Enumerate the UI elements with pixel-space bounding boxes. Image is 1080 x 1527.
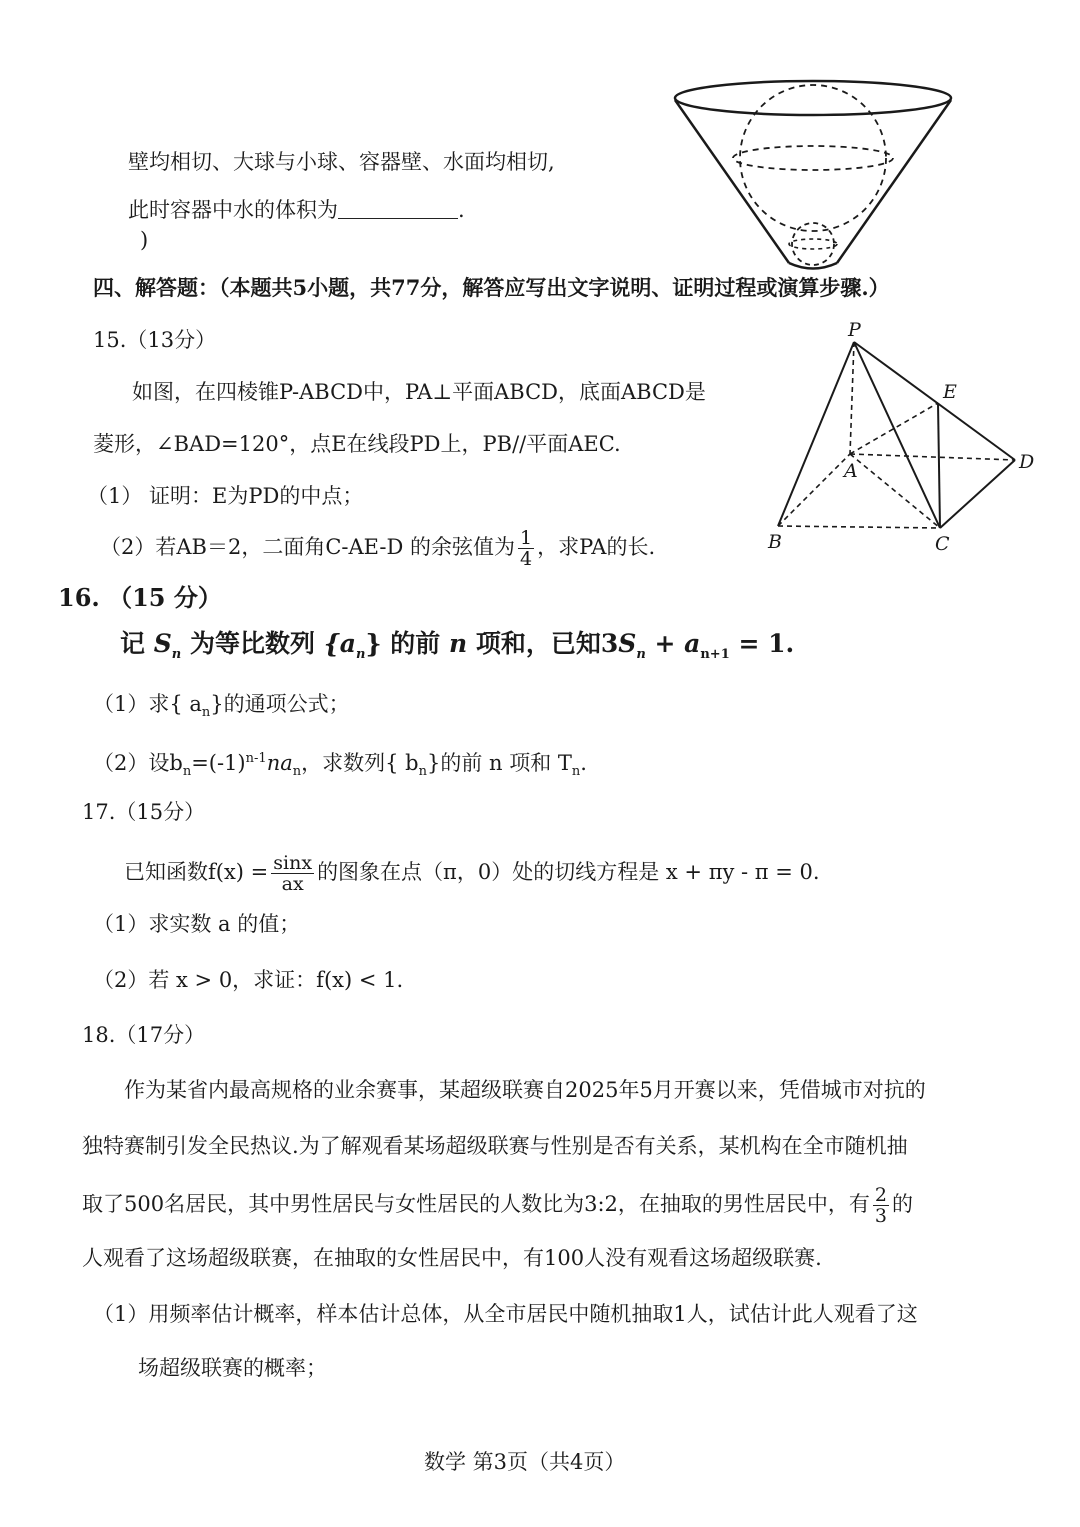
q15-part2: （2）若AB＝2，二面角C-AE-D 的余弦值为 $\frac{1}{4}$ ，求PA的长. [100,527,656,570]
q16-part1: （1）求{ $a_n$}的通项公式； [93,692,350,721]
cone-figure [665,78,965,278]
q14-text-line2: 此时容器中水的体积为 . [128,198,465,222]
q18-stem-line1: 作为某省内最高规格的业余赛事，某超级联赛自2025年5月开赛以来，凭借城市对抗的 [124,1078,926,1102]
q17-stem: 已知函数f(x) = $\frac{\sin x}{ax}$ 的图象在点（π，0）处的切线方程是 x + πy - π = 0. [124,852,820,895]
q15-stem-line2: 菱形，∠BAD=120°，点E在线段PD上，PB//平面AEC. [93,432,621,456]
q18-number: 18.（17分） [82,1023,206,1047]
label-D: D [1019,451,1035,473]
fraction-one-quarter: $\frac{1}{4}$ [519,527,533,570]
q16-stem: 记 $S_n$ 为等比数列 $\{a_n\}$ 的前 n 项和，已知$3S_n + a_{n+1} = 1$. [120,629,795,662]
q17-part1: （1）求实数 a 的值； [93,912,301,936]
label-A: A [844,460,858,482]
q18-stem-line4: 人观看了这场超级联赛，在抽取的女性居民中，有100人没有观看这场超级联赛. [82,1246,822,1270]
section-4-header: 四、解答题：（本题共5小题，共77分，解答应写出文字说明、证明过程或演算步骤.） [93,275,890,300]
q18-stem-line3: 取了500名居民，其中男性居民与女性居民的人数比为3:2，在抽取的男性居民中，有 $\frac{2}{3}$ 的 [82,1184,913,1227]
pyramid-figure [760,320,1050,560]
label-E: E [943,381,957,403]
fraction-sinx-over-ax: $\frac{\sin x}{ax}$ [273,852,313,895]
label-B: B [768,531,782,553]
q17-part2: （2）若 x > 0，求证：f(x) < 1. [93,968,404,992]
q14-text-line3: ) [140,228,149,252]
q15-stem-line1: 如图，在四棱锥P-ABCD中，PA⊥平面ABCD，底面ABCD是 [132,380,706,404]
label-C: C [935,533,950,555]
q16-number: 16. （15 分） [58,583,222,612]
q15-part1: （1） 证明：E为PD的中点； [87,484,364,508]
q18-stem-line2: 独特赛制引发全民热议.为了解观看某场超级联赛与性别是否有关系，某机构在全市随机抽 [82,1134,908,1158]
fraction-two-thirds: $\frac{2}{3}$ [874,1184,887,1227]
q15-number: 15.（13分） [93,328,217,352]
q14-text-line1: 壁均相切、大球与小球、容器壁、水面均相切, [128,150,555,174]
page-footer: 数学 第3页（共4页） [424,1450,626,1474]
q18-part1-line1: （1）用频率估计概率，样本估计总体，从全市居民中随机抽取1人，试估计此人观看了这 [93,1302,918,1326]
q16-part2: （2）设$b_n=(-1)^{n-1}na_n$，求数列{ $b_n$}的前 n 项和 $T_n$. [93,751,587,780]
answer-blank[interactable] [338,198,458,219]
q17-number: 17.（15分） [82,800,206,824]
label-P: P [848,320,861,341]
q18-part1-line2: 场超级联赛的概率； [138,1356,327,1380]
